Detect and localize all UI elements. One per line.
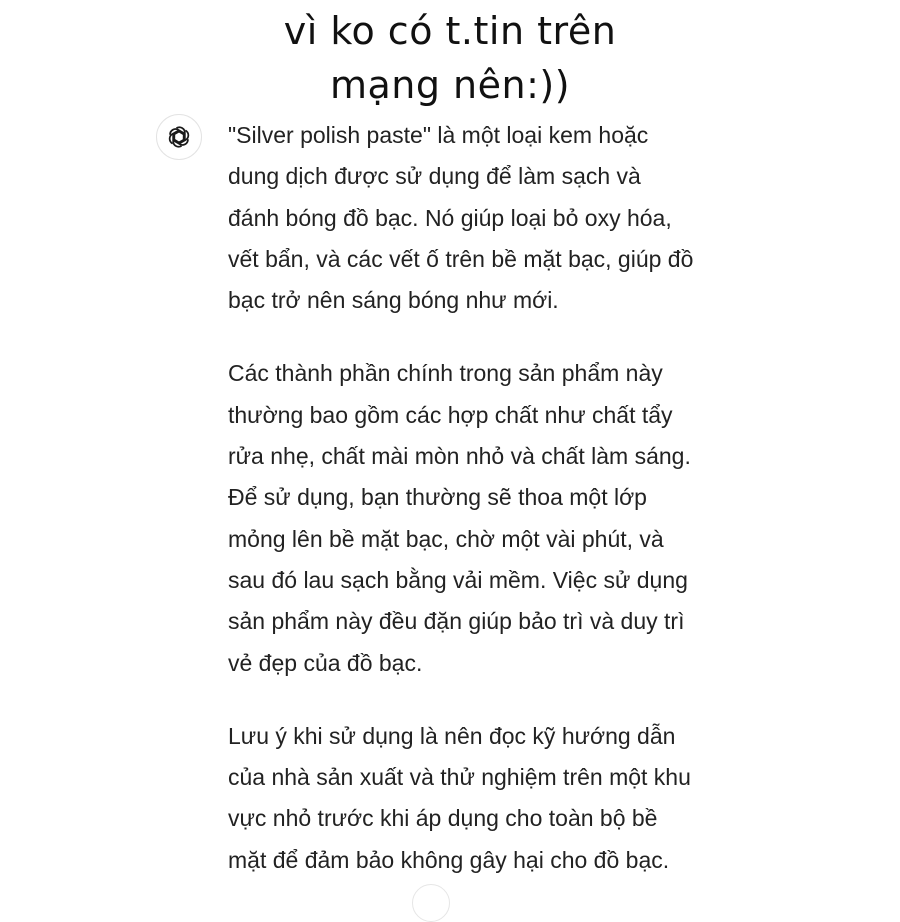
- caption-line-2: mạng nên:)): [329, 63, 571, 107]
- message-paragraph-1: "Silver polish paste" là một loại kem hoặc dung dịch được sử dụng để làm sạch và đánh bóng đồ bạc. Nó giúp loại bỏ oxy hóa, vết bẩn, và các vết ố trên bề mặt bạc, giúp đồ bạc trở nên sáng bóng như mới.: [228, 122, 694, 314]
- overlay-caption: [0, 4, 900, 112]
- assistant-message: [228, 115, 728, 913]
- openai-logo-icon: [165, 123, 193, 151]
- message-paragraph-2: Các thành phần chính trong sản phẩm này thường bao gồm các hợp chất như chất tẩy rửa nhẹ, chất mài mòn nhỏ và chất làm sáng. Để sử dụng, bạn thường sẽ thoa một lớp mỏng lên bề mặt bạc, chờ một vài phút, và sau đó lau sạch bằng vải mềm. Việc sử dụng sản phẩm này đều đặn giúp bảo trì và duy trì vẻ đẹp của đồ bạc.: [228, 360, 691, 676]
- message-paragraph-3: Lưu ý khi sử dụng là nên đọc kỹ hướng dẫn của nhà sản xuất và thử nghiệm trên một khu vực nhỏ trước khi áp dụng cho toàn bộ bề mặt để đảm bảo không gây hại cho đồ bạc.: [228, 722, 691, 873]
- scroll-down-button[interactable]: [412, 884, 450, 922]
- assistant-avatar: [156, 114, 202, 160]
- caption-line-1: vì ko có t.tin trên: [283, 9, 617, 53]
